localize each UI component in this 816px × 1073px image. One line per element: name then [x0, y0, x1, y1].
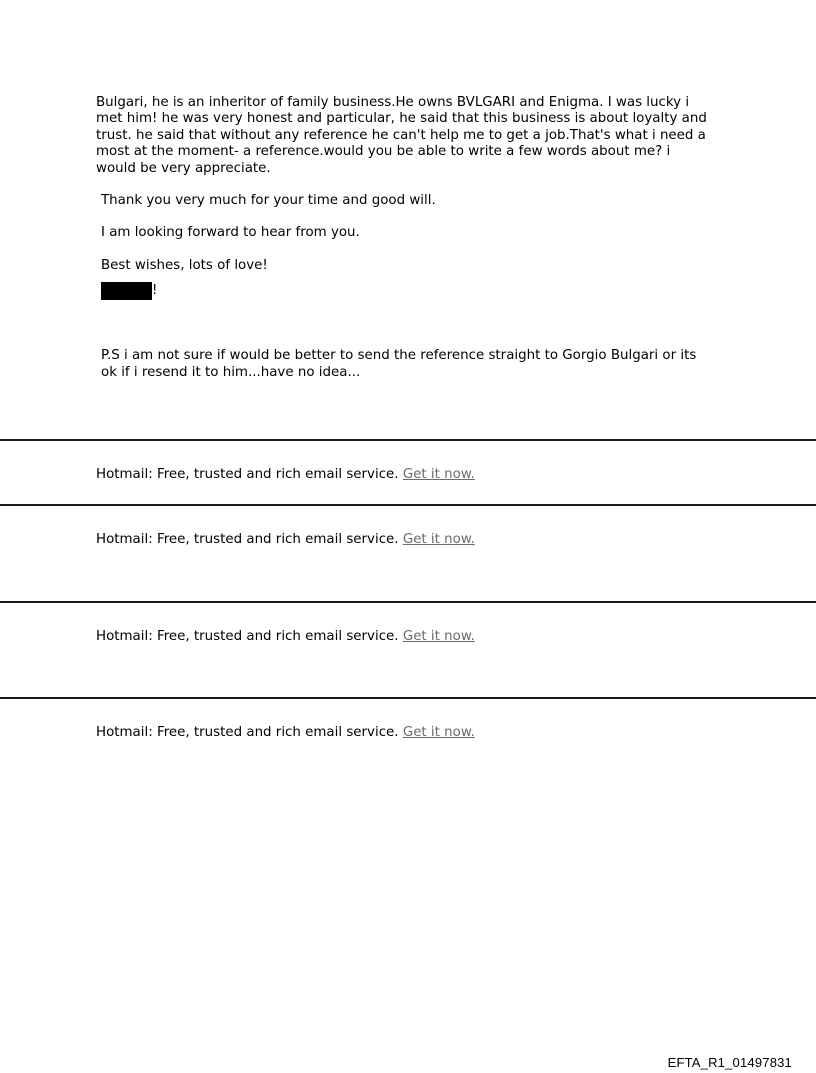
- footer-text: Hotmail: Free, trusted and rich email service.: [96, 467, 403, 482]
- get-it-now-link[interactable]: Get it now.: [402, 725, 475, 740]
- footer-text: Hotmail: Free, trusted and rich email service.: [96, 725, 403, 740]
- footer-text: Hotmail: Free, trusted and rich email service.: [96, 629, 403, 644]
- divider-line: [0, 697, 816, 699]
- email-body: [96, 95, 726, 381]
- document-id: EFTA_R1_01497831: [667, 1055, 792, 1070]
- redaction-box: [101, 282, 152, 300]
- footer-text: Hotmail: Free, trusted and rich email service.: [96, 532, 403, 547]
- get-it-now-link[interactable]: Get it now.: [402, 467, 475, 482]
- signature-suffix: !: [152, 283, 158, 299]
- hotmail-footer: [96, 532, 475, 548]
- hotmail-footer: [96, 629, 475, 645]
- email-paragraph-thanks: Thank you very much for your time and good will.: [101, 193, 436, 209]
- email-postscript: P.S i am not sure if would be better to send the reference straight to Gorgio Bulgari or its ok if i resend it to him...have no idea...: [101, 348, 697, 380]
- divider-line: [0, 439, 816, 441]
- email-paragraph-looking-forward: I am looking forward to hear from you.: [101, 225, 360, 241]
- get-it-now-link[interactable]: Get it now.: [402, 532, 475, 547]
- divider-line: [0, 504, 816, 506]
- hotmail-footer: [96, 725, 475, 741]
- signature: [96, 282, 726, 300]
- divider-line: [0, 601, 816, 603]
- get-it-now-link[interactable]: Get it now.: [402, 629, 475, 644]
- hotmail-footer: [96, 467, 475, 483]
- email-paragraph-closing: Best wishes, lots of love!: [101, 257, 268, 273]
- email-paragraph-intro: Bulgari, he is an inheritor of family business.He owns BVLGARI and Enigma. I was lucky i met him! he was very honest and particular, he said that this business is about loyalty and trust. he said that without any reference he can't help me to get a job.That's what i need a most at the moment- a reference.would you be able to write a few words about me? i would be very appreciate.: [96, 95, 707, 176]
